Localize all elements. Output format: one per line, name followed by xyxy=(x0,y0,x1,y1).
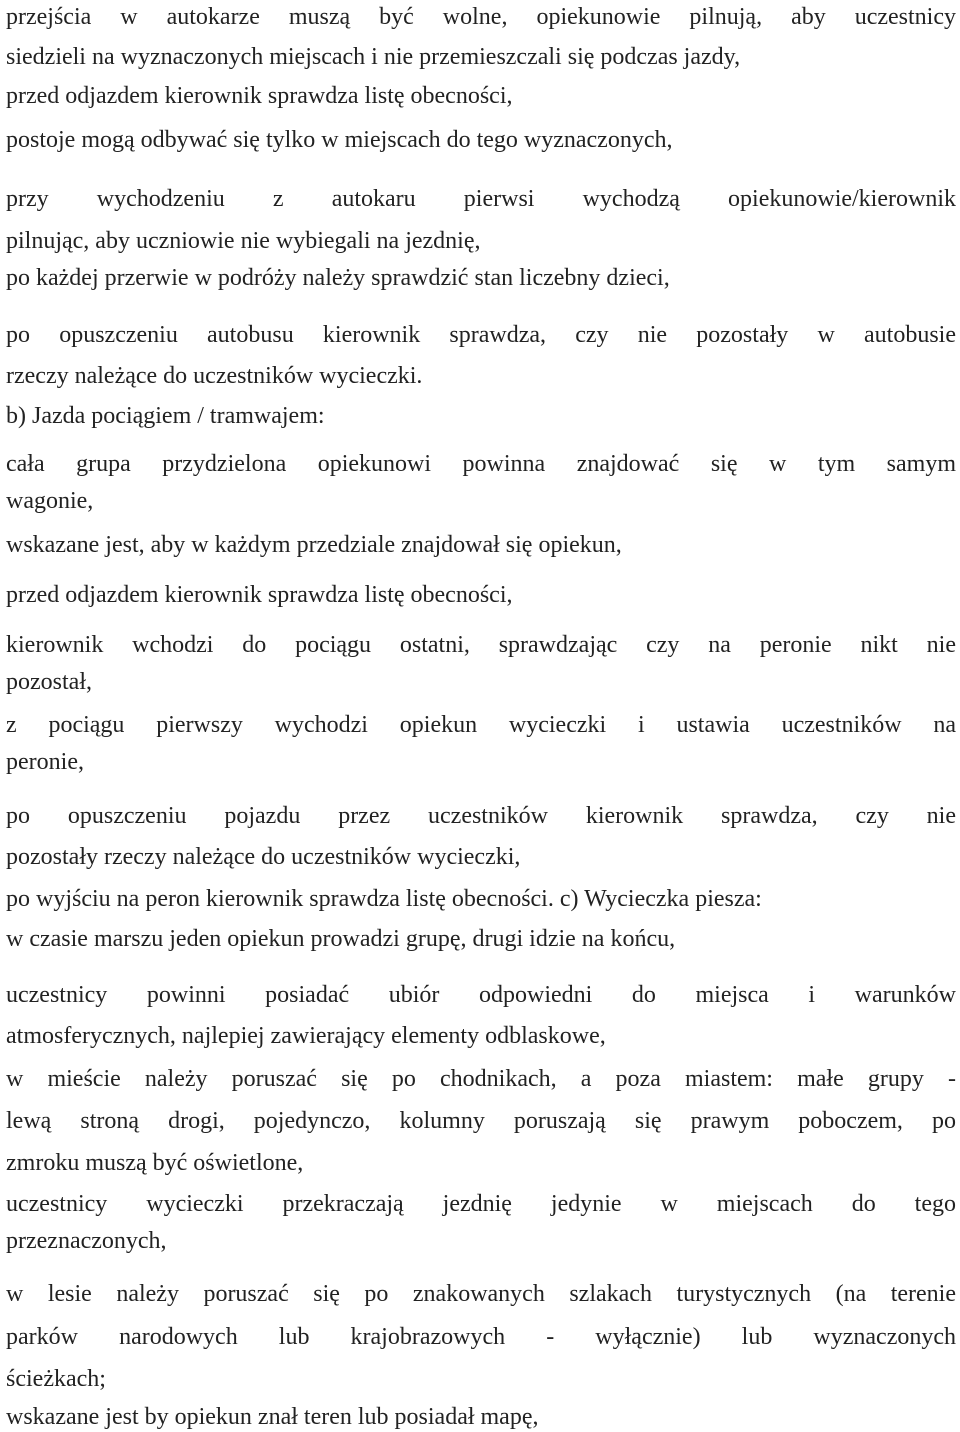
text-line: wagonie, xyxy=(6,488,94,514)
text-line: peronie, xyxy=(6,749,84,775)
text-line: atmosferycznych, najlepiej zawierający elementy odblaskowe, xyxy=(6,1023,606,1049)
text-line: pozostał, xyxy=(6,669,92,695)
text-line: wskazane jest by opiekun znał teren lub posiadał mapę, xyxy=(6,1404,539,1430)
text-line: parków narodowych lub krajobrazowych - wyłącznie) lub wyznaczonych xyxy=(6,1324,956,1350)
text-line: postoje mogą odbywać się tylko w miejscach do tego wyznaczonych, xyxy=(6,127,673,153)
text-line: w mieście należy poruszać się po chodnikach, a poza miastem: małe grupy - xyxy=(6,1066,956,1092)
section-heading: b) Jazda pociągiem / tramwajem: xyxy=(6,403,325,429)
text-line: przed odjazdem kierownik sprawdza listę obecności, xyxy=(6,582,513,608)
text-line: ścieżkach; xyxy=(6,1366,106,1392)
text-line: w lesie należy poruszać się po znakowanych szlakach turystycznych (na terenie xyxy=(6,1281,956,1307)
text-line: lewą stroną drogi, pojedynczo, kolumny poruszają się prawym poboczem, po xyxy=(6,1108,956,1134)
text-line: z pociągu pierwszy wychodzi opiekun wycieczki i ustawia uczestników na xyxy=(6,712,956,738)
text-line: zmroku muszą być oświetlone, xyxy=(6,1150,304,1176)
text-line: wskazane jest, aby w każdym przedziale znajdował się opiekun, xyxy=(6,532,622,558)
text-line: przeznaczonych, xyxy=(6,1228,167,1254)
text-line: siedzieli na wyznaczonych miejscach i nie przemieszczali się podczas jazdy, xyxy=(6,44,741,70)
text-line: przejścia w autokarze muszą być wolne, opiekunowie pilnują, aby uczestnicy xyxy=(6,4,956,30)
text-line: pozostały rzeczy należące do uczestników wycieczki, xyxy=(6,844,521,870)
text-line: pilnując, aby uczniowie nie wybiegali na jezdnię, xyxy=(6,228,481,254)
text-line: cała grupa przydzielona opiekunowi powinna znajdować się w tym samym xyxy=(6,451,956,477)
text-line: kierownik wchodzi do pociągu ostatni, sprawdzając czy na peronie nikt nie xyxy=(6,632,956,658)
text-line: uczestnicy wycieczki przekraczają jezdnię jedynie w miejscach do tego xyxy=(6,1191,956,1217)
text-line: po każdej przerwie w podróży należy sprawdzić stan liczebny dzieci, xyxy=(6,265,670,291)
text-line: w czasie marszu jeden opiekun prowadzi grupę, drugi idzie na końcu, xyxy=(6,926,676,952)
text-line: po opuszczeniu pojazdu przez uczestników kierownik sprawdza, czy nie xyxy=(6,803,956,829)
text-line: rzeczy należące do uczestników wycieczki. xyxy=(6,363,423,389)
text-line: przy wychodzeniu z autokaru pierwsi wychodzą opiekunowie/kierownik xyxy=(6,186,956,212)
text-line: po opuszczeniu autobusu kierownik sprawdza, czy nie pozostały w autobusie xyxy=(6,322,956,348)
text-line: po wyjściu na peron kierownik sprawdza listę obecności. c) Wycieczka piesza: xyxy=(6,886,762,912)
text-line: przed odjazdem kierownik sprawdza listę obecności, xyxy=(6,83,513,109)
text-line: uczestnicy powinni posiadać ubiór odpowiedni do miejsca i warunków xyxy=(6,982,956,1008)
